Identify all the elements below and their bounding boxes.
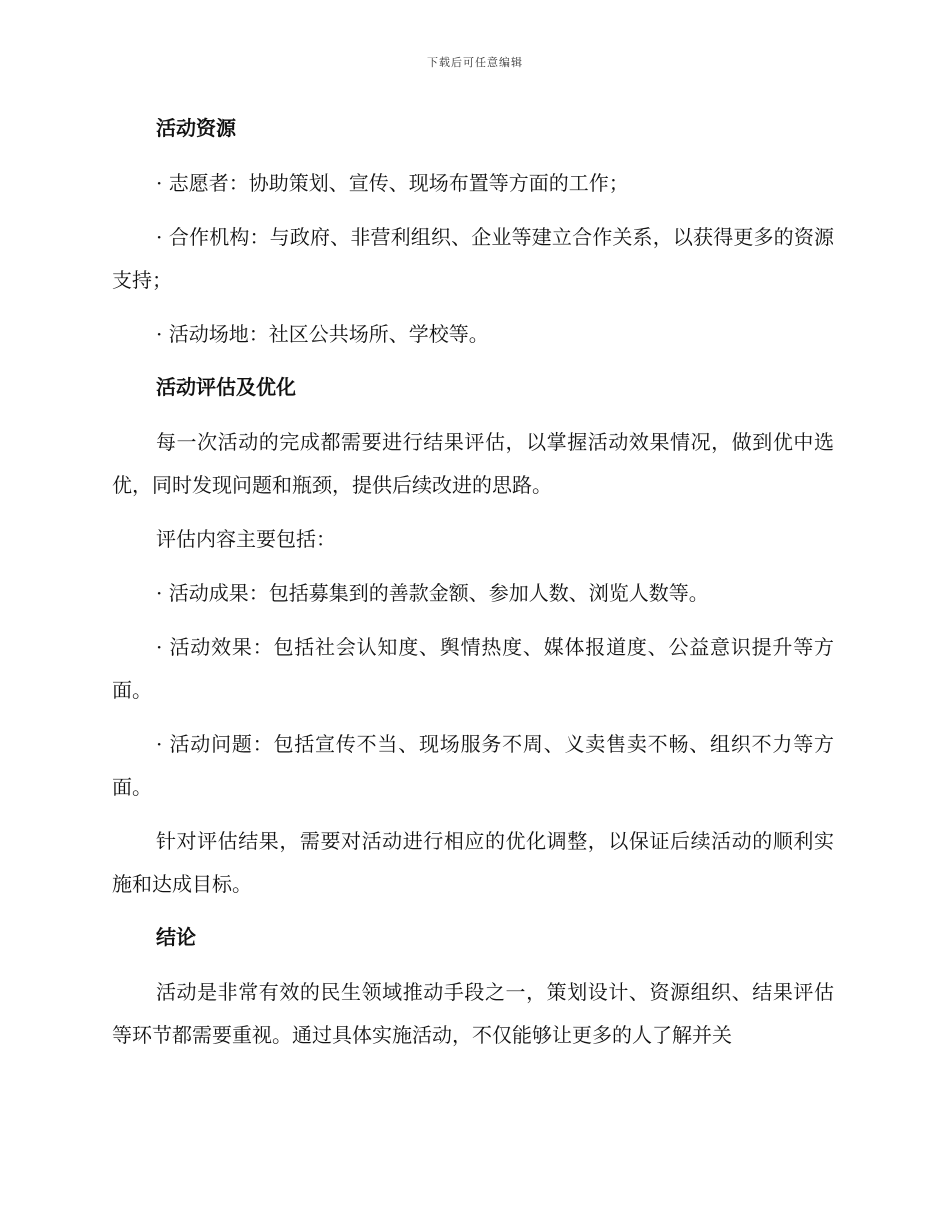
- section-heading-resources: 活动资源: [156, 116, 236, 140]
- evaluation-item-results: · 活动成果：包括募集到的善款金额、参加人数、浏览人数等。: [156, 581, 709, 605]
- document-body: [112, 108, 834, 1068]
- resource-item-partners: · 合作机构：与政府、非营利组织、企业等建立合作关系，以获得更多的资源支持；: [112, 225, 834, 292]
- conclusion-paragraph: 活动是非常有效的民生领域推动手段之一，策划设计、资源组织、结果评估等环节都需要重视。通过具体实施活动，不仅能够让更多的人了解并关: [112, 980, 834, 1047]
- evaluation-conclusion-paragraph: 针对评估结果，需要对活动进行相应的优化调整，以保证后续活动的顺利实施和达成目标。: [112, 829, 834, 896]
- resource-item-venues: · 活动场地：社区公共场所、学校等。: [156, 322, 489, 346]
- evaluation-item-problems: · 活动问题：包括宣传不当、现场服务不周、义卖售卖不畅、组织不力等方面。: [112, 732, 834, 799]
- section-heading-conclusion: 结论: [156, 925, 196, 949]
- evaluation-content-label: 评估内容主要包括：: [156, 527, 336, 551]
- evaluation-intro-paragraph: 每一次活动的完成都需要进行结果评估，以掌握活动效果情况，做到优中选优，同时发现问题和瓶颈，提供后续改进的思路。: [112, 430, 834, 497]
- section-heading-evaluation: 活动评估及优化: [156, 375, 296, 399]
- resource-item-volunteers: · 志愿者：协助策划、宣传、现场布置等方面的工作；: [156, 171, 629, 195]
- page-header: 下载后可任意编辑: [427, 56, 523, 69]
- evaluation-item-effects: · 活动效果：包括社会认知度、舆情热度、媒体报道度、公益意识提升等方面。: [112, 635, 834, 702]
